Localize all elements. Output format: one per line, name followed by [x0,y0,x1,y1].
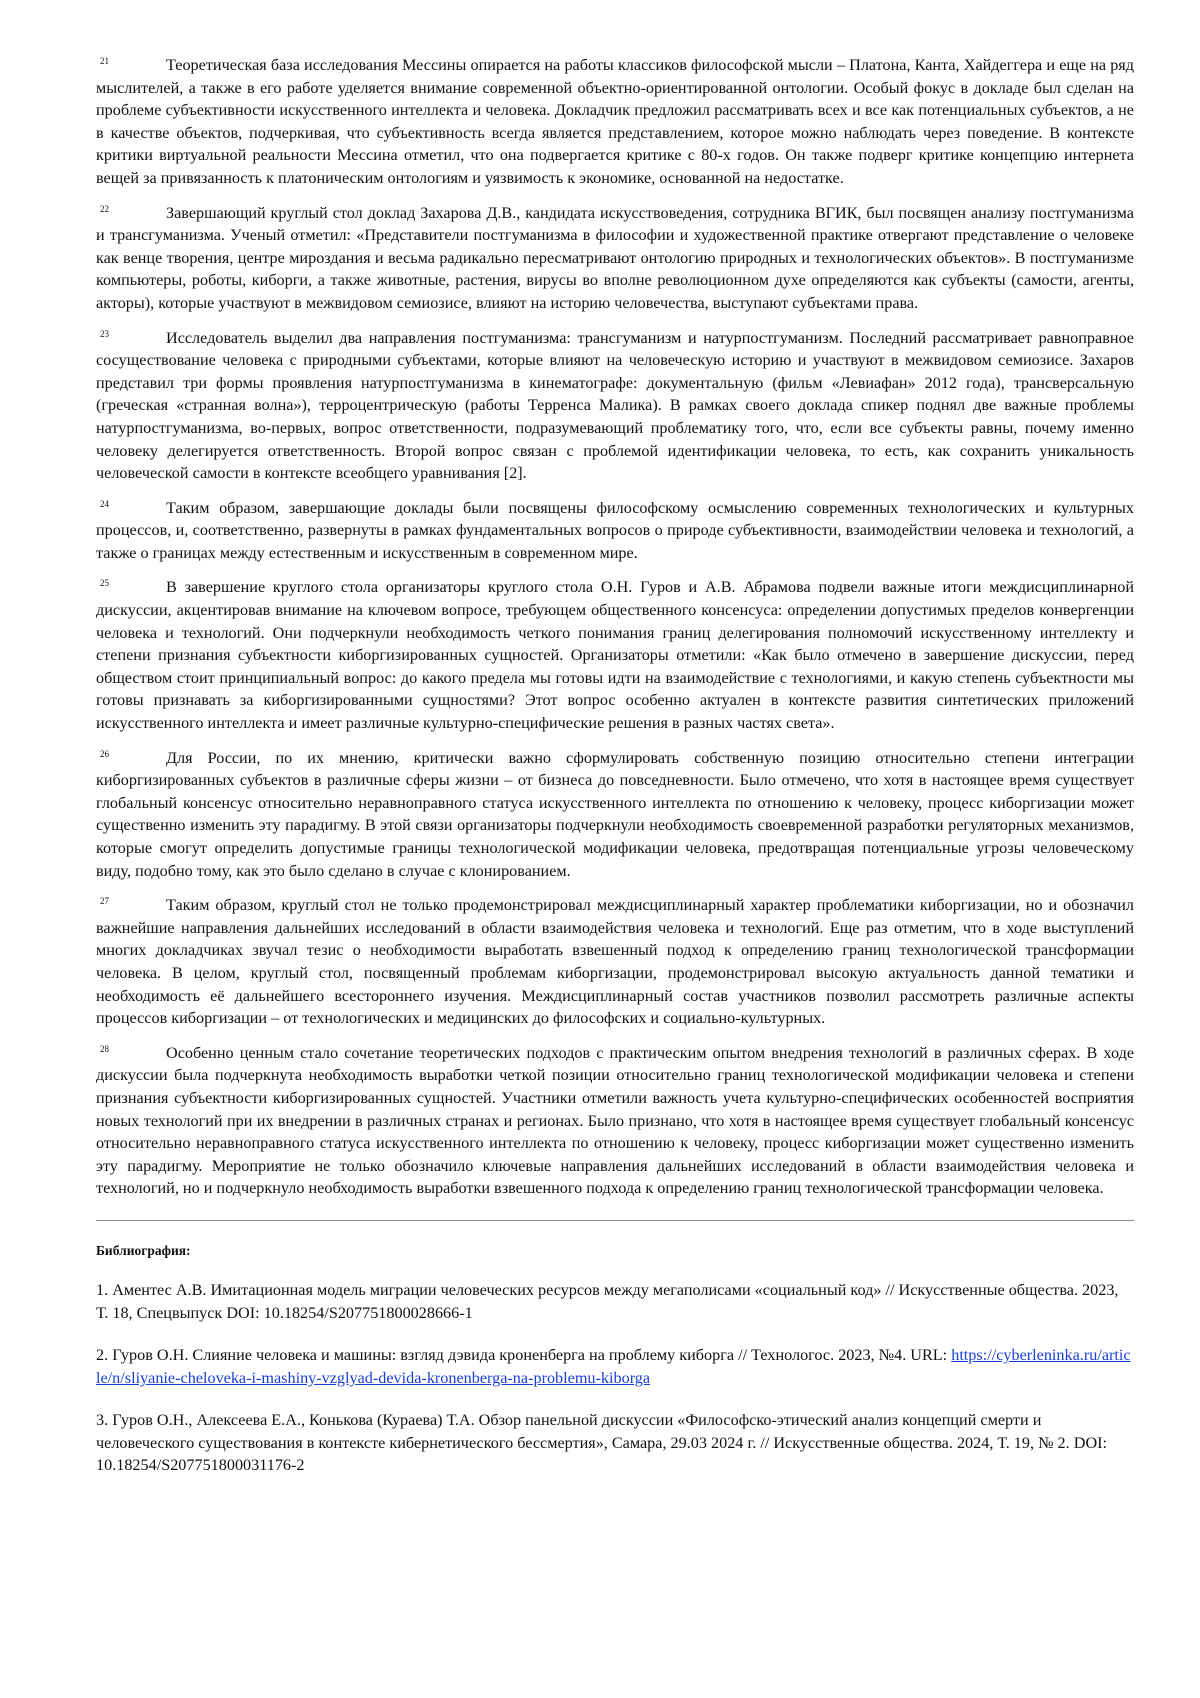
paragraph-text: Таким образом, круглый стол не только продемонстрировал междисциплинарный характер проблематики киборгизации, но и обозначил важнейшие направления дальнейших исследований в области взаимодействия человека и технологий. Еще раз отметим, что в ходе выступлений многих докладчиках звучал тезис о необходимости выработать взвешенный подход к определению границ технологической трансформации человека. В целом, круглый стол, посвященный проблемам киборгизации, продемонстрировал высокую актуальность данной тематики и необходимость её дальнейшего всестороннего изучения. Междисциплинарный состав участников позволил рассмотреть различные аспекты процессов киборгизации – от технологических и медицинских до философских и социально-культурных. [96,896,1134,1028]
paragraph-number: 24 [100,498,109,509]
paragraph-number: 22 [100,203,109,214]
paragraph-text: Теоретическая база исследования Мессины опирается на работы классиков философской мысли – Платона, Канта, Хайдеггера и еще на ряд мыслителей, а также в его работе уделяется внимание современной объектно-ориентированной онтологии. Особый фокус в докладе был сделан на проблеме субъективности искусственного интеллекта и человека. Докладчик предложил рассматривать всех и все как потенциальных субъектов, а не в качестве объектов, подчеркивая, что субъективность всегда является представлением, которое можно наблюдать через поведение. В контексте критики виртуальной реальности Мессина отметил, что она подвергается критике с 80-х годов. Он также подверг критике концепцию интернета вещей за привязанность к платоническим онтологиям и уязвимость к экономике, основанной на недостатке. [96,56,1134,187]
paragraph-number: 27 [100,896,109,907]
bibliography-item-2 [96,1344,1134,1389]
paragraph-number: 25 [100,578,109,589]
paragraph-number: 21 [100,56,109,66]
bibliography-title: Библиография: [96,1242,191,1258]
paragraph-23 [96,327,1134,485]
bibliography-item-3 [96,1409,1134,1477]
paragraph-28 [96,1042,1134,1200]
paragraph-text: Исследователь выделил два направления постгуманизма: трансгуманизм и натурпостгуманизм. Последний рассматривает равноправное сосуществование человека с природными субъектами, которые влияют на человеческую историю и участвуют в межвидовом семиозисе. Захаров представил три формы проявления натурпостгуманизма в кинематографе: документальную (фильм «Левиафан» 2012 года), трансверсальную (греческая «странная волна»), терроцентрическую (работы Терренса Малика). В рамках своего доклада спикер поднял две важные проблемы натурпостгуманизма, во-первых, вопрос ответственности, подразумевающий проблематику того, что, если все субъекты равны, почему именно человеку делегируется ответственность. Второй вопрос связан с проблемой идентификации человека, то есть, как сохранить уникальность человеческой самости в контексте всеобщего уравнивания [2]. [96,328,1134,483]
paragraph-number: 26 [100,748,109,759]
section-divider [96,1220,1134,1221]
paragraph-number: 28 [100,1043,109,1054]
document-page [96,54,1134,1497]
paragraph-text: Завершающий круглый стол доклад Захарова Д.В., кандидата искусствоведения, сотрудника ВГИК, был посвящен анализу постгуманизма и трансгуманизма. Ученый отметил: «Представители постгуманизма в философии и художественной практике отвергают представление о человеке как венце творения, центре мироздания и весьма радикально пересматривают онтологию природных и технологических объектов». В постгуманизме компьютеры, роботы, киборги, а также животные, растения, вирусы во вполне революционном духе определяются как субъекты (самости, агенты, акторы), которые участвуют в межвидовом семиозисе, влияют на историю человечества, выступают субъектами права. [96,203,1134,312]
paragraph-number: 23 [100,328,109,339]
bibliography-url-link[interactable]: https://cyberleninka.ru/article/n/sliyanie-cheloveka-i-mashiny-vzglyad-devida-kronenberga-na-problemu-kiborga [96,1346,1131,1387]
paragraph-21 [96,54,1134,190]
paragraph-26 [96,747,1134,883]
paragraph-text: В завершение круглого стола организаторы круглого стола О.Н. Гуров и А.В. Абрамова подвели важные итоги междисциплинарной дискуссии, акцентировав внимание на ключевом вопросе, требующем общественного консенсуса: определении допустимых пределов конвергенции человека и технологий. Они подчеркнули необходимость четкого понимания границ делегирования полномочий искусственному интеллекту и степени признания субъектности киборгизированных сущностей. Организаторы отметили: «Как было отмечено в завершение дискуссии, перед обществом стоит принципиальный вопрос: до какого предела мы готовы идти на взаимодействие с технологиями, и какую степень субъектности мы готовы признавать за киборгизированными сущностями? Этот вопрос особенно актуален в контексте развития синтетических приложений искусственного интеллекта и имеет различные культурно-специфические решения в разных частях света». [96,578,1134,733]
paragraph-text: Для России, по их мнению, критически важно сформулировать собственную позицию относительно степени интеграции киборгизированных субъектов в различные сферы жизни – от бизнеса до повседневности. Было отмечено, что хотя в настоящее время существует глобальный консенсус относительно неравноправного статуса искусственного интеллекта по отношению к человеку, процесс киборгизации может существенно изменить эту парадигму. В этой связи организаторы подчеркнули необходимость своевременной разработки регуляторных механизмов, которые смогут определить допустимые границы технологической модификации человека, предотвращая потенциальные угрозы человеческому виду, подобно тому, как это было сделано в случае с клонированием. [96,748,1134,880]
paragraph-text: Таким образом, завершающие доклады были посвящены философскому осмыслению современных технологических и культурных процессов, и, соответственно, развернуты в рамках фундаментальных вопросов о природе субъективности, взаимодействии человека и технологий, а также о границах между естественным и искусственным в современном мире. [96,498,1134,562]
paragraph-24 [96,497,1134,565]
paragraph-27 [96,894,1134,1030]
paragraph-text: Особенно ценным стало сочетание теоретических подходов с практическим опытом внедрения технологий в различных сферах. В ходе дискуссии была подчеркнута необходимость выработки четкой позиции относительно границ технологической модификации человека и степени признания субъектности киборгизированных сущностей. Участники отметили важность учета культурно-специфических особенностей восприятия новых технологий при их внедрении в различных странах и регионах. Было признано, что хотя в настоящее время существует глобальный консенсус относительно неравноправного статуса искусственного интеллекта по отношению к человеку, процесс киборгизации может существенно изменить эту парадигму. Мероприятие не только обозначило ключевые направления дальнейших исследований в области взаимодействия человека и технологий, но и подчеркнуло необходимость выработки взвешенного подхода к определению границ технологической трансформации человека. [96,1043,1134,1198]
bibliography-item-text: 3. Гуров О.Н., Алексеева Е.А., Конькова (Кураева) Т.А. Обзор панельной дискуссии «Философско-этический анализ концепций смерти и человеческого существования в контексте кибернетического бессмертия», Самара, 29.03 2024 г. // Искусственные общества. 2024, Т. 19, № 2. DOI: 10.18254/S207751800031176-2 [96,1411,1108,1475]
paragraph-22 [96,202,1134,315]
bibliography-item-text: 1. Аментес А.В. Имитационная модель миграции человеческих ресурсов между мегаполисами «социальный код» // Искусственные общества. 2023, Т. 18, Спецвыпуск DOI: 10.18254/S207751800028666-1 [96,1280,1119,1322]
bibliography-item-text: 2. Гуров О.Н. Слияние человека и машины: взгляд дэвида кроненберга на проблему киборга // Технологос. 2023, №4. URL: [96,1346,952,1365]
paragraph-25 [96,576,1134,734]
bibliography-item-1 [96,1279,1134,1324]
